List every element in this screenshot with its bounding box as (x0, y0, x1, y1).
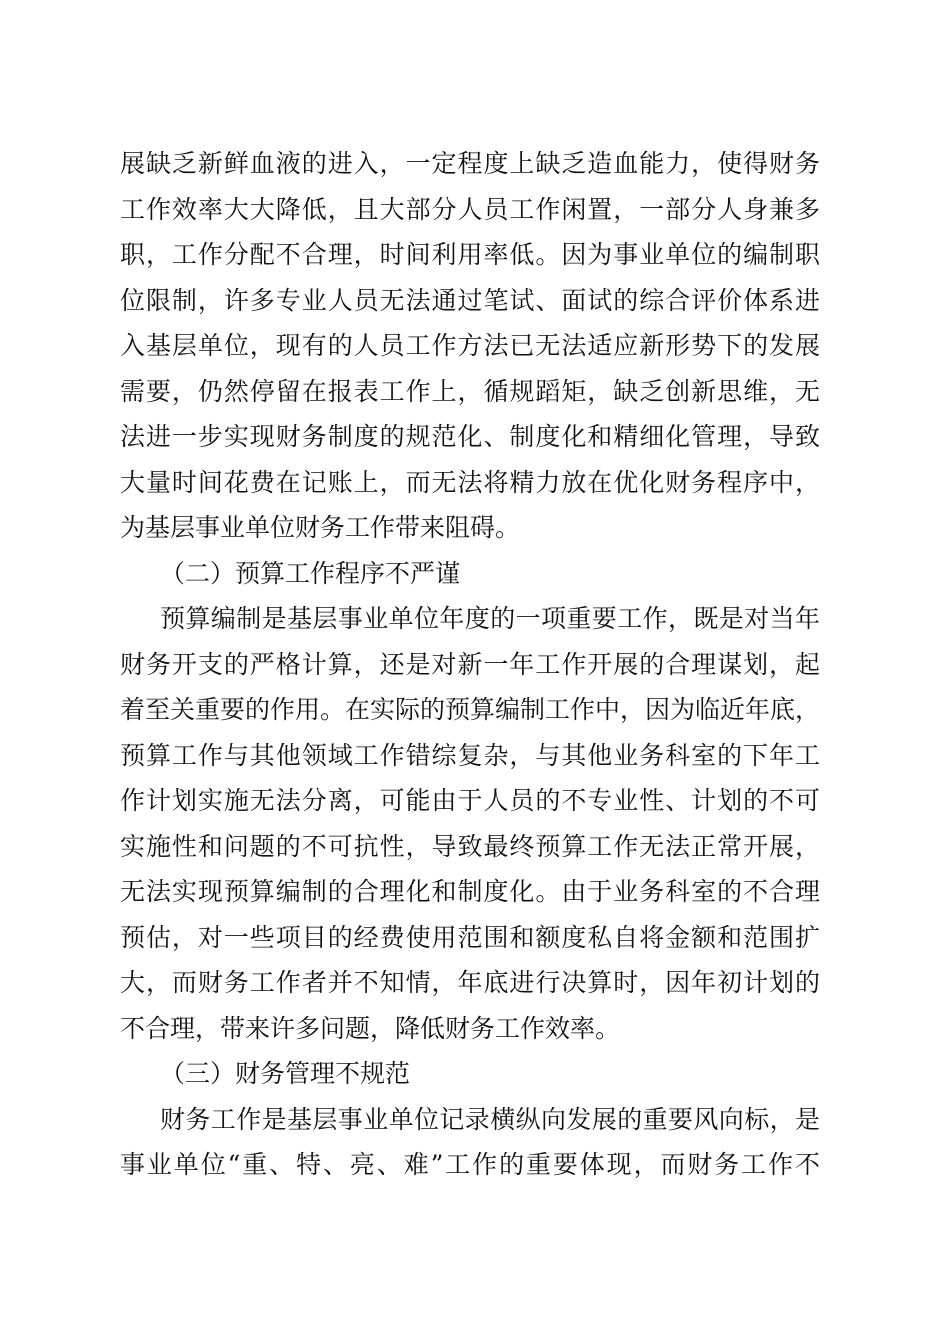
paragraph-line: 大，而财务工作者并不知情，年底进行决算时，因年初计划的 (120, 968, 820, 997)
paragraph-line: 着至关重要的作用。在实际的预算编制工作中，因为临近年底， (120, 695, 821, 724)
section-heading-2: （二）预算工作程序不严谨 (160, 558, 461, 588)
paragraph-line: 展缺乏新鲜血液的进入，一定程度上缺乏造血能力，使得财务 (120, 149, 820, 178)
paragraph-line: 入基层单位，现有的人员工作方法已无法适应新形势下的发展 (120, 331, 820, 360)
paragraph-line: 大量时间花费在记账上，而无法将精力放在优化财务程序中， (120, 467, 820, 497)
paragraph-line: 位限制，许多专业人员无法通过笔试、面试的综合评价体系进 (120, 285, 820, 315)
paragraph-3 (120, 1097, 820, 1188)
paragraph-line: 财务开支的严格计算，还是对新一年工作开展的合理谋划，起 (120, 649, 820, 679)
paragraph-line: 需要，仍然停留在报表工作上，循规蹈矩，缺乏创新思维，无 (120, 376, 820, 406)
paragraph-line: 预算工作与其他领域工作错综复杂，与其他业务科室的下年工 (120, 740, 820, 770)
paragraph-line: 作计划实施无法分离，可能由于人员的不专业性、计划的不可 (120, 786, 820, 815)
paragraph-line: 工作效率大大降低，且大部分人员工作闲置，一部分人身兼多 (120, 194, 820, 224)
paragraph-1 (120, 141, 820, 551)
paragraph-line: 实施性和问题的不可抗性，导致最终预算工作无法正常开展， (120, 831, 820, 861)
paragraph-line: 事业单位“重、特、亮、难”工作的重要体现，而财务工作不 (120, 1150, 820, 1179)
paragraph-line: 为基层事业单位财务工作带来阻碍。 (120, 513, 521, 542)
paragraph-line: 预估，对一些项目的经费使用范围和额度私自将金额和范围扩 (120, 922, 820, 952)
document-page (120, 141, 820, 1188)
paragraph-2 (120, 596, 820, 1051)
paragraph-line: 无法实现预算编制的合理化和制度化。由于业务科室的不合理 (120, 877, 820, 906)
paragraph-line: 职，工作分配不合理，时间利用率低。因为事业单位的编制职 (120, 240, 820, 269)
section-heading-3: （三）财务管理不规范 (160, 1059, 411, 1088)
paragraph-line: 财务工作是基层事业单位记录横纵向发展的重要风向标，是 (160, 1104, 820, 1134)
paragraph-line: 预算编制是基层事业单位年度的一项重要工作，既是对当年 (160, 604, 820, 633)
paragraph-line: 不合理，带来许多问题，降低财务工作效率。 (120, 1013, 621, 1043)
paragraph-line: 法进一步实现财务制度的规范化、制度化和精细化管理，导致 (120, 422, 820, 451)
